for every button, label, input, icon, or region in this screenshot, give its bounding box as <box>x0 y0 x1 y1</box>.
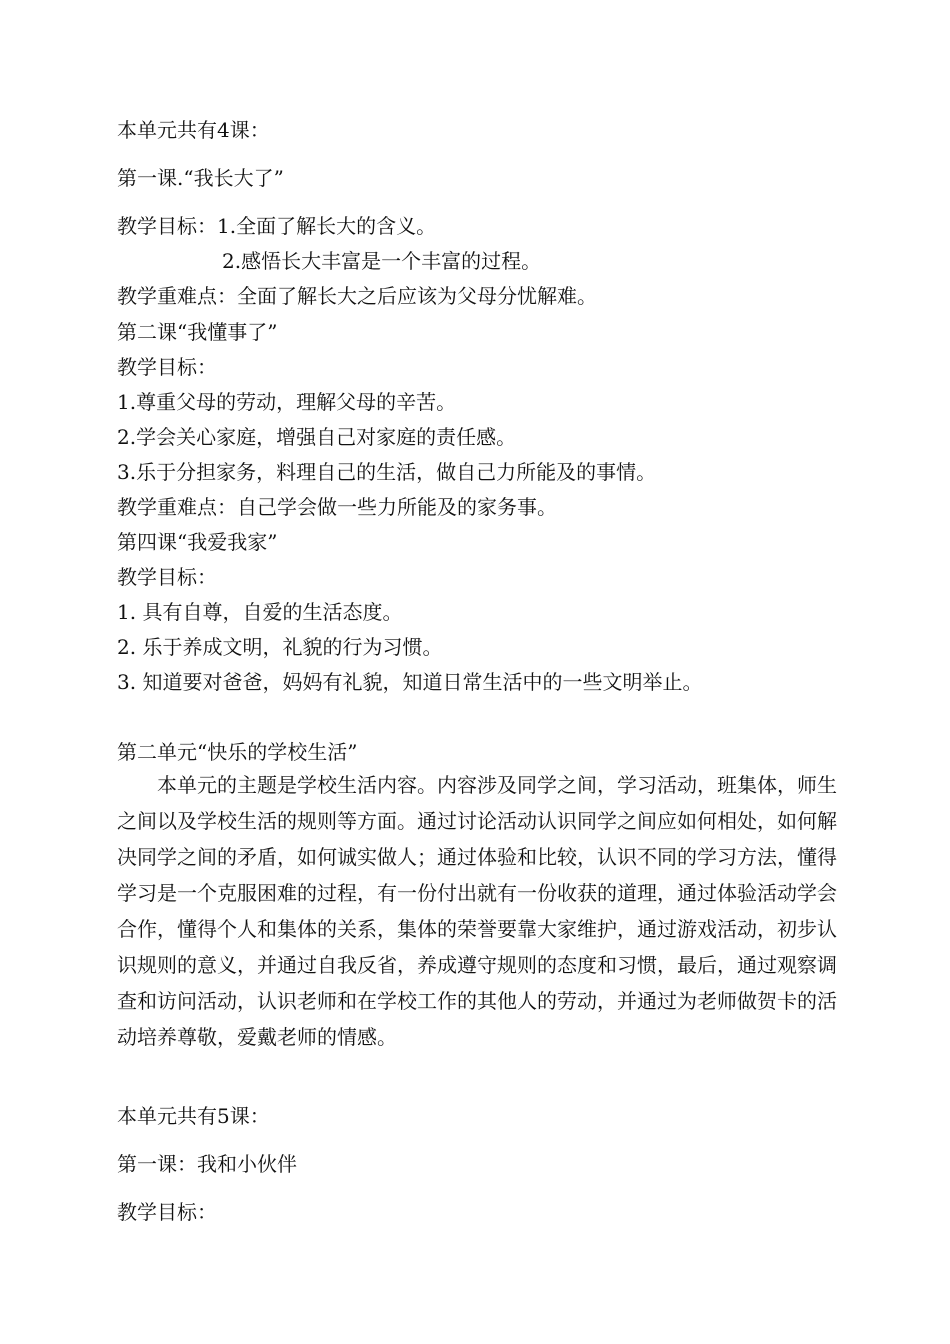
unit2-intro-paragraph: 本单元的主题是学校生活内容。内容涉及同学之间，学习活动，班集体，师生之间以及学校生活的规则等方面。通过讨论活动认识同学之间应如何相处，如何解决同学之间的矛盾，如何诚实做人；通过体验和比较，认识不同的学习方法，懂得学习是一个克服困难的过程，有一份付出就有一份收获的道理，通过体验活动学会合作，懂得个人和集体的关系，集体的荣誉要靠大家维护，通过游戏活动，初步认识规则的意义，并通过自我反省，养成遵守规则的态度和习惯，最后，通过观察调查和访问活动，认识老师和在学校工作的其他人的劳动，并通过为老师做贺卡的活动培养尊敬，爱戴老师的情感。 <box>117 773 837 1049</box>
unit1-lesson2-goal-2: 2.学会关心家庭，增强自己对家庭的责任感。 <box>117 425 517 449</box>
unit1-lesson4-title: 第四课“我爱我家” <box>117 530 278 554</box>
unit2-title: 第二单元“快乐的学校生活” <box>117 740 358 764</box>
unit1-lesson2-title: 第二课“我懂事了” <box>117 320 278 344</box>
unit1-lesson2-key-points: 教学重难点：自己学会做一些力所能及的家务事。 <box>117 495 557 519</box>
unit1-lesson4-goal-2: 2. 乐于养成文明，礼貌的行为习惯。 <box>117 635 443 659</box>
unit1-lesson4-goal-3: 3. 知道要对爸爸，妈妈有礼貌，知道日常生活中的一些文明举止。 <box>117 670 703 694</box>
unit1-lesson2-goal-1: 1.尊重父母的劳动，理解父母的辛苦。 <box>117 390 457 414</box>
unit1-lesson-count: 本单元共有4课： <box>117 118 270 142</box>
unit1-lesson1-key-points: 教学重难点：全面了解长大之后应该为父母分忧解难。 <box>117 284 597 308</box>
unit2-lesson1-goals-label: 教学目标： <box>117 1200 217 1224</box>
unit2-lesson1-title: 第一课：我和小伙伴 <box>117 1152 297 1176</box>
unit1-lesson1-title: 第一课.“我长大了” <box>117 166 284 190</box>
unit2-lesson-count: 本单元共有5课： <box>117 1104 270 1128</box>
unit1-lesson4-goals-label: 教学目标： <box>117 565 217 589</box>
unit1-lesson1-goals-line2: 2.感悟长大丰富是一个丰富的过程。 <box>222 249 542 273</box>
unit1-lesson2-goal-3: 3.乐于分担家务，料理自己的生活，做自己力所能及的事情。 <box>117 460 657 484</box>
unit1-lesson2-goals-label: 教学目标： <box>117 355 217 379</box>
unit1-lesson1-goals-line1: 教学目标：1.全面了解长大的含义。 <box>117 214 437 238</box>
unit1-lesson4-goal-1: 1. 具有自尊，自爱的生活态度。 <box>117 600 403 624</box>
